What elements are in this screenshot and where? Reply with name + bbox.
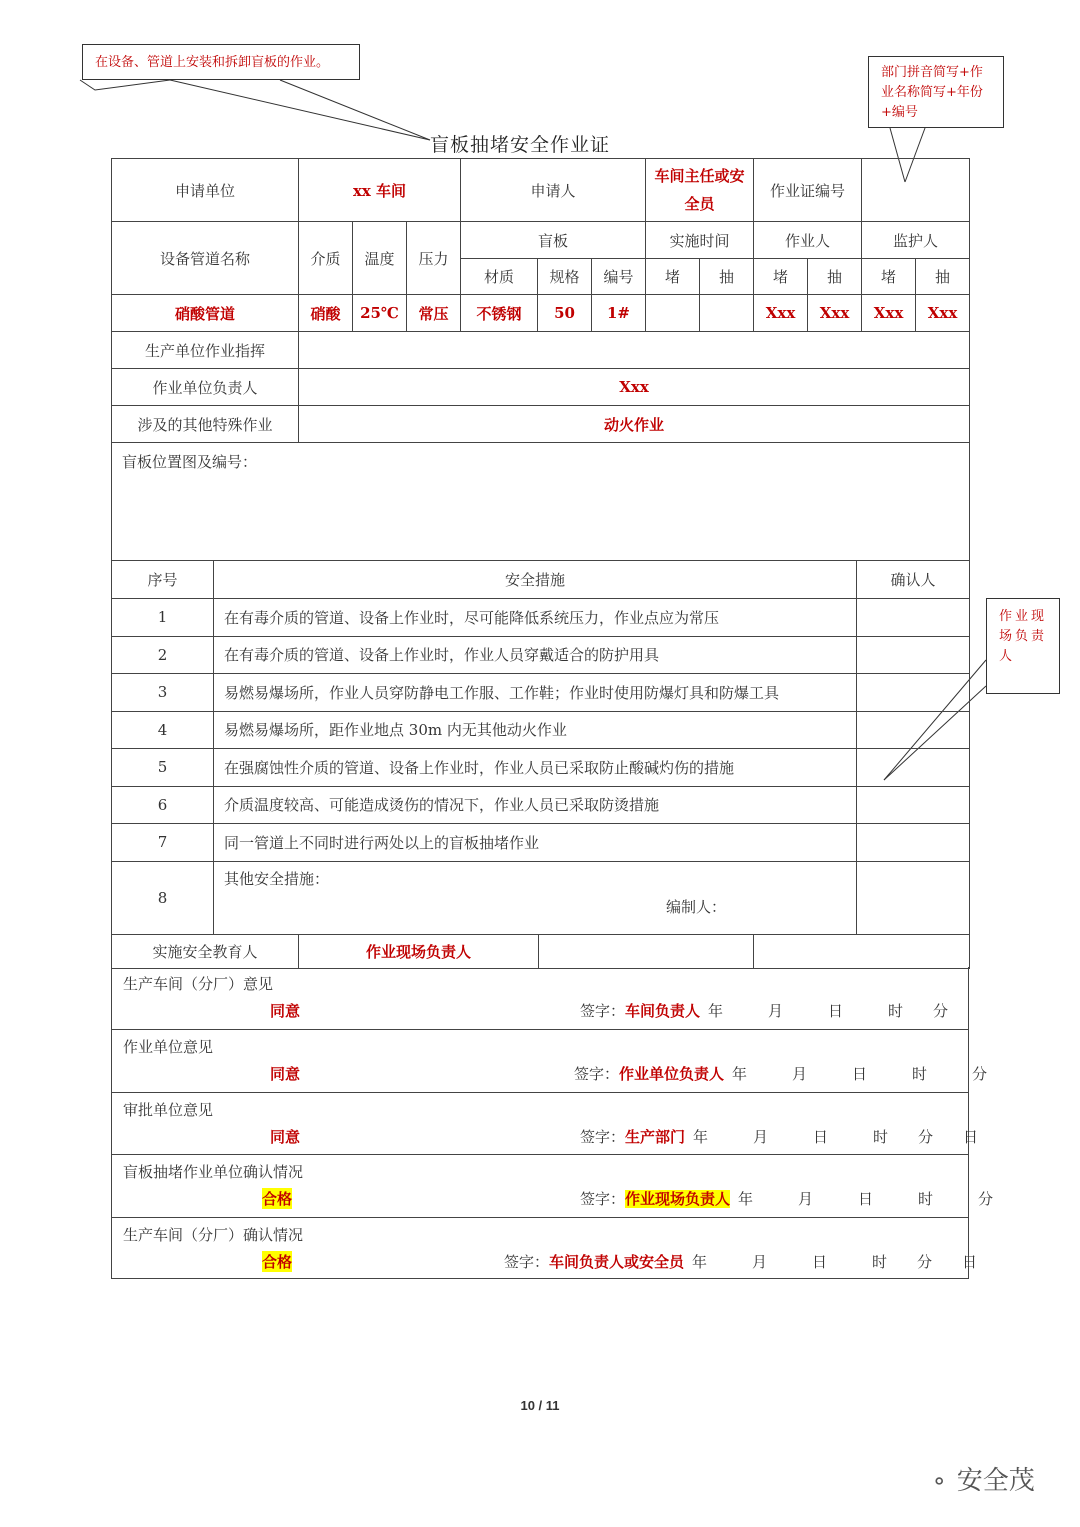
measure-text: 在有毒介质的管道、设备上作业时，作业人员穿戴适合的防护用具 [214,636,857,674]
guardian-block-label: 堵 [862,259,916,295]
measure-row [112,711,970,749]
document-title: 盲板抽堵安全作业证 [429,134,610,156]
measure-row [112,636,970,674]
measure-confirm [857,749,970,787]
education-value: 作业现场负责人 [299,935,539,969]
measure-8 [214,861,857,934]
permit-no-value [862,159,970,222]
operator-label: 作业人 [754,222,862,259]
blind-plate-label: 盲板 [461,222,646,259]
opinion-label: 生产车间（分厂）确认情况 [123,1225,304,1244]
other-special-label: 涉及的其他特殊作业 [112,406,299,443]
impl-time-label: 实施时间 [646,222,754,259]
equipment-name-value: 硝酸管道 [112,295,299,332]
opinion-row [112,1217,978,1279]
opinions-block [111,967,994,1279]
measure-row [112,674,970,712]
guardian-pull-value: Xxx [916,295,970,332]
page-number: 10 / 11 [520,1398,560,1413]
sign-date: 年 月 日 时 分 [732,1065,988,1084]
measures-table [111,560,970,935]
measure-row [112,786,970,824]
measure-row [112,599,970,637]
guardian-block-value: Xxx [862,295,916,332]
impl-block-label: 堵 [646,259,700,295]
watermark-text: 安全茂 [956,1466,1035,1496]
operator-pull-value: Xxx [808,295,862,332]
measure-no: 1 [112,599,214,637]
operator-pull-label: 抽 [808,259,862,295]
measure-no: 5 [112,749,214,787]
watermark [930,1460,1035,1497]
measure-text: 同一管道上不同时进行两处以上的盲板抽堵作业 [214,824,857,862]
operator-block-value: Xxx [754,295,808,332]
opinion-row [112,967,968,1029]
location-label: 盲板位置图及编号： [112,443,970,561]
signer: 作业现场负责人 [625,1190,731,1209]
measure-8-confirm [857,861,970,934]
applicant-label: 申请人 [461,159,646,222]
sign-label: 签字： [580,1002,626,1020]
measure-no: 7 [112,824,214,862]
impl-pull-label: 抽 [700,259,754,295]
education-blank-1 [539,935,754,969]
education-blank-2 [754,935,970,969]
measure-confirm [857,786,970,824]
confirm-header: 确认人 [857,561,970,599]
sign-date: 年 月 日 时 分 日 [693,1127,979,1146]
measure-confirm [857,599,970,637]
number-label: 编号 [592,259,646,295]
operator-block-label: 堵 [754,259,808,295]
wechat-icon: ⚬ [930,1470,949,1495]
apply-unit-value: xx 车间 [299,159,461,222]
measure-text: 在有毒介质的管道、设备上作业时，尽可能降低系统压力，作业点应为常压 [214,599,857,637]
opinion-value: 合格 [262,1252,293,1271]
header-table [111,158,970,561]
measure-no: 6 [112,786,214,824]
measure-row [112,749,970,787]
measure-text: 在强腐蚀性介质的管道、设备上作业时，作业人员已采取防止酸碱灼伤的措施 [214,749,857,787]
measure-row [112,824,970,862]
work-unit-head-label: 作业单位负责人 [112,369,299,406]
other-special-value: 动火作业 [299,406,970,443]
signature-line [580,1126,978,1147]
signature-line [574,1063,987,1084]
signature-line [580,1000,948,1021]
sign-label: 签字： [580,1190,626,1209]
applicant-value: 车间主任或安全员 [646,159,754,222]
callout-text: 部门拼音简写+作业名称简写+年份+编号 [881,65,983,120]
temperature-value: 25℃ [353,295,407,332]
production-command-value [299,332,970,369]
measure-header: 安全措施 [214,561,857,599]
opinion-value: 同意 [270,1127,301,1146]
sign-date: 年 月 日 时 分 日 [692,1252,978,1271]
opinion-row [112,1154,994,1216]
spec-value: 50 [538,295,592,332]
temperature-label: 温度 [353,222,407,295]
medium-label: 介质 [299,222,353,295]
medium-value: 硝酸 [299,295,353,332]
apply-unit-label: 申请单位 [112,159,299,222]
measure-no: 2 [112,636,214,674]
opinion-row [112,1092,979,1154]
measure-confirm [857,674,970,712]
impl-pull-value [700,295,754,332]
opinion-label: 盲板抽堵作业单位确认情况 [123,1163,304,1182]
callout-text: 在设备、管道上安装和拆卸盲板的作业。 [95,55,330,70]
opinion-label: 作业单位意见 [123,1038,214,1057]
seq-header: 序号 [112,561,214,599]
pressure-label: 压力 [407,222,461,295]
measure-8-no: 8 [112,861,214,934]
guardian-pull-label: 抽 [916,259,970,295]
spec-label: 规格 [538,259,592,295]
education-table [111,934,970,969]
permit-no-label: 作业证编号 [754,159,862,222]
work-unit-head-value: Xxx [299,369,970,406]
impl-block-value [646,295,700,332]
opinion-value: 合格 [262,1190,293,1209]
opinion-value: 同意 [270,1002,301,1020]
measure-text: 易燃易爆场所，距作业地点 30m 内无其他动火作业 [214,711,857,749]
opinion-label: 生产车间（分厂）意见 [123,975,274,993]
sign-label: 签字： [574,1065,620,1084]
signature-line [580,1188,993,1209]
measure-no: 4 [112,711,214,749]
number-value: 1# [592,295,646,332]
pressure-value: 常压 [407,295,461,332]
callout-text: 作业现场负责人 [999,609,1048,664]
measure-confirm [857,824,970,862]
signer: 作业单位负责人 [619,1065,725,1084]
signer: 车间负责人 [625,1002,701,1020]
signature-line [504,1251,977,1272]
measure-text: 易燃易爆场所，作业人员穿防静电工作服、工作鞋；作业时使用防爆灯具和防爆工具 [214,674,857,712]
measure-8-compiler: 编制人： [666,897,727,916]
sign-date: 年 月 日 时 分 [738,1190,994,1209]
sign-date: 年 月 日 时 分 [708,1002,949,1020]
opinion-label: 审批单位意见 [123,1100,214,1119]
education-label: 实施安全教育人 [112,935,299,969]
signer: 生产部门 [625,1127,686,1146]
production-command-label: 生产单位作业指挥 [112,332,299,369]
measure-text: 介质温度较高、可能造成烫伤的情况下，作业人员已采取防烫措施 [214,786,857,824]
equipment-name-label: 设备管道名称 [112,222,299,295]
signer: 车间负责人或安全员 [549,1252,685,1271]
sign-label: 签字： [504,1252,550,1271]
measure-confirm [857,711,970,749]
opinion-value: 同意 [270,1065,301,1084]
sign-label: 签字： [580,1127,626,1146]
material-label: 材质 [461,259,538,295]
guardian-label: 监护人 [862,222,970,259]
measure-no: 3 [112,674,214,712]
opinion-row [112,1029,988,1091]
measure-8-text: 其他安全措施： [224,869,330,888]
measure-confirm [857,636,970,674]
material-value: 不锈钢 [461,295,538,332]
